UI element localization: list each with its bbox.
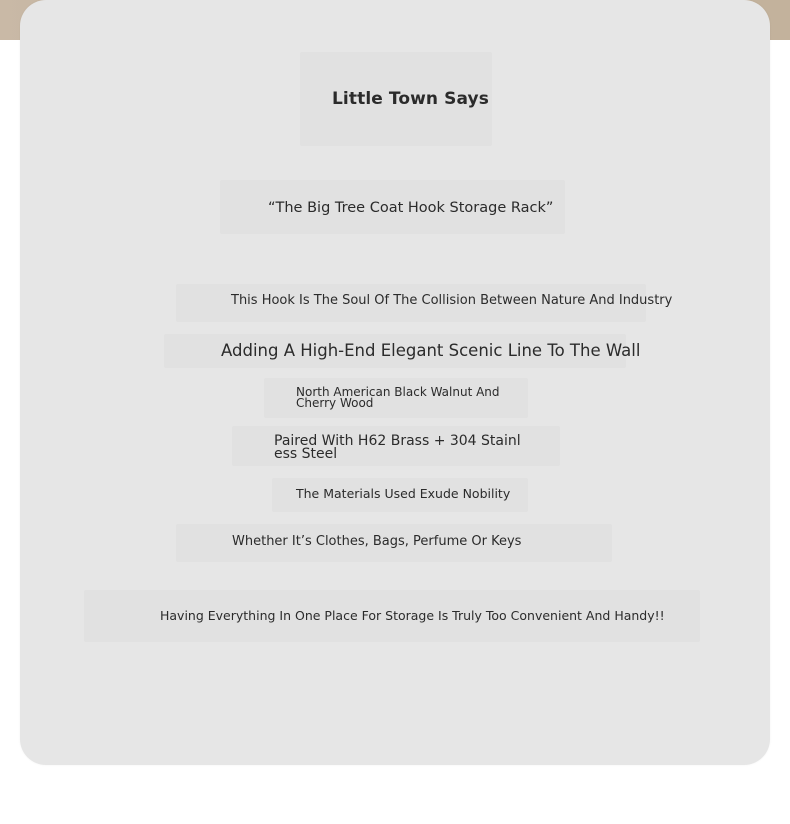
- nobility-line: The Materials Used Exude Nobility: [296, 486, 511, 501]
- scenic-line: Adding A High-End Elegant Scenic Line To The Wall: [221, 341, 641, 360]
- wood-line-1: North American Black Walnut And: [296, 385, 500, 399]
- metal-line-2: ess Steel: [274, 446, 338, 462]
- content-card: [20, 0, 770, 765]
- product-name: “The Big Tree Coat Hook Storage Rack”: [268, 200, 554, 216]
- items-line: Whether It’s Clothes, Bags, Perfume Or Keys: [232, 534, 522, 549]
- metal-line-1: Paired With H62 Brass + 304 Stainl: [274, 433, 521, 449]
- convenient-line: Having Everything In One Place For Storage Is Truly Too Convenient And Handy!!: [160, 608, 665, 623]
- wood-line-2: Cherry Wood: [296, 396, 374, 410]
- soul-line: This Hook Is The Soul Of The Collision Between Nature And Industry: [231, 293, 673, 308]
- page-title: Little Town Says: [332, 89, 489, 109]
